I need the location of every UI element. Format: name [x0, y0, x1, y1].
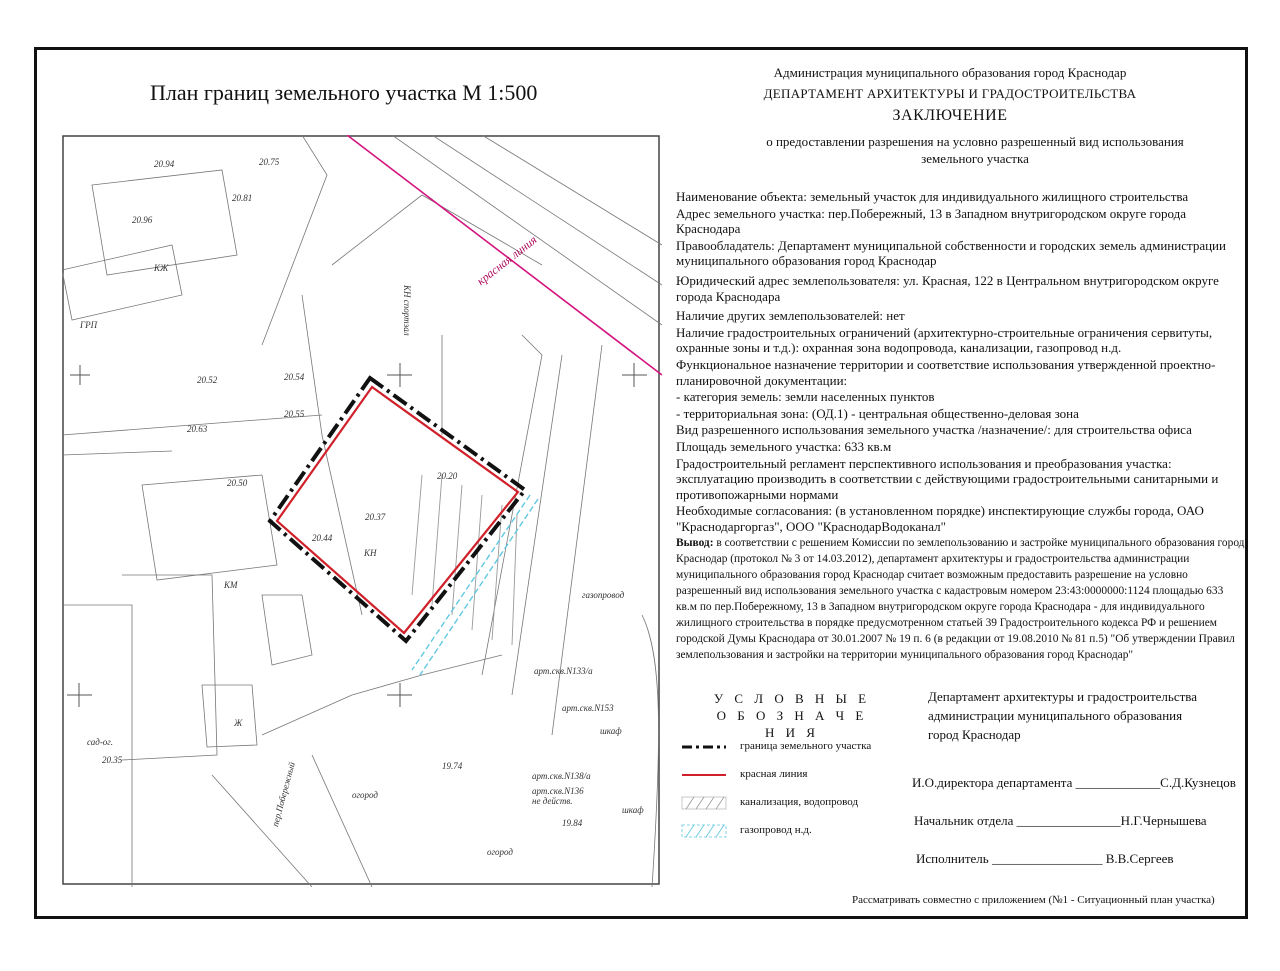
- dept-line2: администрации муниципального образования: [928, 708, 1183, 723]
- per-label: пер.Побережный: [270, 760, 297, 828]
- elev-2: 20.37: [365, 512, 386, 522]
- elev-9: 20.35: [102, 755, 123, 765]
- vyvod-label: Вывод:: [676, 537, 714, 550]
- other-users: Наличие других землепользователей: нет: [676, 308, 905, 324]
- gazoprovod-label: газопровод: [582, 590, 625, 600]
- sewer-symbol: [680, 796, 728, 810]
- ogorod-label-2: огород: [487, 847, 513, 857]
- gas-symbol: [680, 824, 728, 838]
- legend-item-boundary: [680, 738, 910, 766]
- area: Площадь земельного участка: 633 кв.м: [676, 438, 892, 454]
- elev-15: 20.96: [132, 215, 153, 225]
- elev-5: 20.54: [284, 372, 305, 382]
- signature-director: И.О.директора департамента _____________С.Д.Кузнецов: [912, 775, 1236, 790]
- shkaf-label-2: шкаф: [622, 805, 644, 815]
- elev-4: 20.52: [197, 375, 218, 385]
- legend-title-line1: У С Л О В Н Ы Е: [713, 691, 871, 706]
- dept-line1: Департамент архитектуры и градостроительства: [928, 689, 1198, 704]
- address: Адрес земельного участка: пер.Побережный, 13 в Западном внутригородском округе города Краснодара: [676, 205, 1187, 237]
- elev-10: 19.84: [562, 818, 583, 828]
- legend-title-line2: О Б О З Н А Ч Е Н И Я: [716, 708, 868, 740]
- red-line-label: красная линия: [474, 232, 540, 289]
- elev-13: 20.81: [232, 193, 253, 203]
- conclusion-body: [676, 189, 1246, 664]
- shkaf-label-1: шкаф: [600, 726, 622, 736]
- category: - категория земель: земли населенных пунктов: [676, 389, 935, 405]
- elev-6: 20.55: [284, 409, 305, 419]
- legend-label-gas: газопровод н.д.: [740, 824, 812, 836]
- cadastral-map: [62, 135, 662, 887]
- elev-1: 20.20: [437, 471, 458, 481]
- legal-address: Юридический адрес землепользователя: ул. Красная, 122 в Центральном внутригородском округе города Краснодара: [676, 272, 1219, 304]
- approvals: Необходимые согласования: (в установленном порядке) инспектирующие службы города, ОАО "Краснодаргоргаз", ООО "КраснодарВодоканал": [676, 503, 1204, 534]
- function: Функциональное назначение территории и соответствие использования утвержденной проектно-планировочной документации:: [676, 356, 1216, 388]
- signature-head: Начальник отдела ________________Н.Г.Чернышева: [914, 813, 1207, 828]
- footer-note: Рассматривать совместно с приложением (№1 - Ситуационный план участка): [852, 894, 1215, 906]
- elev-11: 19.74: [442, 761, 463, 771]
- header-admin: Администрация муниципального образования город Краснодар: [773, 65, 1127, 80]
- sad-label: сад-ог.: [87, 737, 113, 747]
- header-about: [740, 133, 1210, 167]
- permitted-use: Вид разрешенного использования земельного участка /назначение/: для строительства офиса: [676, 422, 1192, 438]
- legend: [680, 738, 910, 850]
- zone: - территориальная зона: (ОД.1) - центральная общественно-деловая зона: [676, 405, 1079, 421]
- legend-label-boundary: граница земельного участка: [740, 740, 872, 752]
- legend-label-red-line: красная линия: [740, 768, 808, 780]
- zh-label: Ж: [234, 718, 243, 728]
- restrictions: Наличие градостроительных ограничений (архитектурно-строительные ограничения сервитуты, охранные зоны и т.д.): охранная зона водопровода, канализации, газопровод н.д.: [676, 324, 1213, 356]
- km-label: КМ: [224, 580, 238, 590]
- regulation: Градостроительный регламент перспективного использования и преобразования участка: эксплуатацию производить в соответствии с действующими градостроительными санитарными и противопожарными нормами: [676, 455, 1219, 502]
- department-block: [928, 687, 1228, 744]
- art-label-4: арт.скв.N136: [532, 786, 584, 796]
- kn-sport-label: КН спортзал: [402, 285, 412, 336]
- elev-8: 20.50: [227, 478, 248, 488]
- vyvod: [676, 535, 1246, 663]
- art-label-3: арт.скв.N138/а: [532, 771, 591, 781]
- legend-title: [712, 690, 872, 741]
- boundary-symbol: [680, 740, 728, 754]
- ogorod-label-1: огород: [352, 790, 378, 800]
- header-about-line1: о предоставлении разрешения на условно разрешенный вид использования: [766, 134, 1184, 149]
- legend-item-gas: [680, 822, 910, 850]
- art-label-1: арт.скв.N133/а: [534, 666, 593, 676]
- header-conclusion: ЗАКЛЮЧЕНИЕ: [892, 107, 1008, 124]
- object-name: Наименование объекта: земельный участок для индивидуального жилищного строительства: [676, 189, 1189, 204]
- elev-3: 20.44: [312, 533, 333, 543]
- rights-holder: Правообладатель: Департамент муниципальной собственности и городских земель администрации муниципального образования город Краснодар: [676, 237, 1226, 269]
- kn-label: КН: [364, 548, 377, 558]
- ne-deist-label: не действ.: [532, 796, 573, 806]
- legend-item-red-line: [680, 766, 910, 794]
- dept-line3: город Краснодар: [928, 727, 1021, 742]
- grp-label: ГРП: [80, 320, 98, 330]
- vyvod-text: в соответствии с решением Комиссии по землепользованию и застройке муниципального образования город Краснодар (протокол № 3 от 14.03.2012), департамент архитектуры и градостроительства администрации муниципального образования город Краснодар считает возможным предоставить разрешение на условно разрешенный вид использования земельного участка с кадастровым номером 23:43:0000000:1124 площадью 633 кв.м по пер.Побережному, 13 в Западном внутригородском округе города Краснодара - для индивидуального жилищного строительства в порядке предусмотренном статьей 39 Градостроительного кодекса РФ и решением городской Думы Краснодара от 30.01.2007 № 19 п. 6 (в редакции от 19.08.2010 № 81 п.5) "Об утверждении Правил землепользования и застройки на территории муниципального образования город Краснодар": [676, 537, 1245, 662]
- elev-7: 20.63: [187, 424, 208, 434]
- legend-item-sewer: [680, 794, 910, 822]
- header-department: ДЕПАРТАМЕНТ АРХИТЕКТУРЫ И ГРАДОСТРОИТЕЛЬСТВА: [763, 86, 1137, 101]
- elev-12: 20.75: [259, 157, 280, 167]
- kzh-label: КЖ: [154, 263, 169, 273]
- signature-executor: Исполнитель _________________ В.В.Сергеев: [916, 851, 1174, 866]
- art-label-2: арт.скв.N153: [562, 703, 614, 713]
- red-line-symbol: [680, 768, 728, 782]
- header-about-line2: земельного участка: [921, 151, 1029, 166]
- legend-label-sewer: канализация, водопровод: [740, 796, 859, 808]
- plan-title: План границ земельного участка М 1:500: [150, 80, 538, 105]
- elev-14: 20.94: [154, 159, 175, 169]
